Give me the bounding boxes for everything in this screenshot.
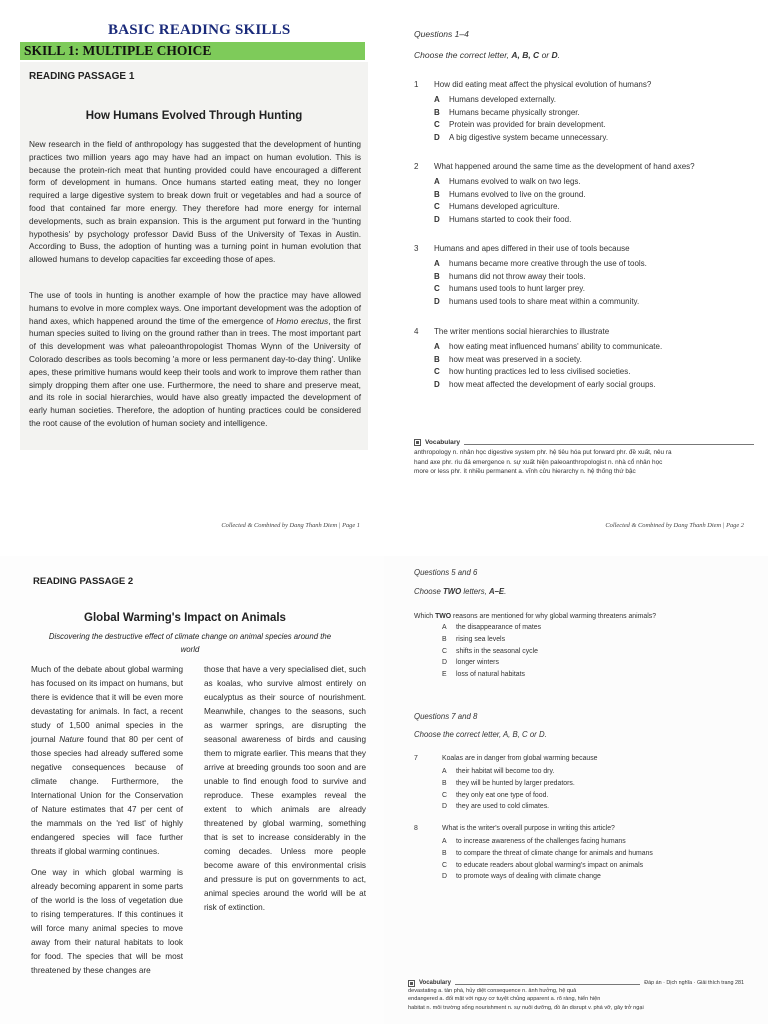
passage-title: How Humans Evolved Through Hunting <box>85 110 303 122</box>
vocabulary-line: habitat n. môi trường sống nourishment n. sự nuôi dưỡng, đồ ăn disrupt v. phá vỡ, gây trở ngại <box>408 1004 644 1011</box>
passage-paragraph: The use of tools in hunting is another example of how the practice may have allowed humans to evolve in more complex ways. One important development was the adoption of hand axes, which happened around the time of the emergence of Homo erectus, the first human species suited to living on the ground rather than in trees. The most important part of this development was what paleoanthropologist Thomas Wynn of the University of Colorado describes as tools becoming 'a more or less permanent day-to-day thing'. Unlike apes, these primitive humans would keep their tools and work to improve them rather than simply dropping them after one use. Furthermore, the need to share and preserve meat, and its role in social hierarchies, would have also greatly impacted the development of early human societies. Therefore, the adoption of hunting practices could be considered the root cause of the evolution of human society and intelligence. <box>29 290 361 428</box>
passage-paragraph: New research in the field of anthropology has suggested that the development of hunting practices two million years ago may have had an impact on human evolution. This is because the protein-rich meat that hunting provided could have encouraged a different form of development in humans. Once humans started eating meat, they no longer required a large digestive system to break down fruit or vegetables and had a source of food that contained far more energy. They therefore had more energy for internal developments, such as brain expansion. This is the argument put forward in the 'hunting hypothesis' by psychology professor David Buss of the University of Texas in Austin. According to Buss, the adoption of hunting was a turning point in human evolution that allowed humans to develop capacities far exceeding those of apes. <box>29 139 361 265</box>
question-stem: The writer mentions social hierarchies to illustrate <box>434 327 610 336</box>
question-number: 8 <box>414 825 418 832</box>
answer-option[interactable]: B humans did not throw away their tools. <box>434 271 586 281</box>
passage-subtitle: Discovering the destructive effect of climate change on animal species around the world <box>48 632 332 654</box>
answer-option[interactable]: A Humans developed externally. <box>434 95 557 104</box>
vocabulary-icon <box>408 980 415 987</box>
vocabulary-line: hand axe phr. rìu đá emergence n. sự xuất hiện paleoanthropologist n. nhà cổ nhân học <box>414 458 663 466</box>
answer-option[interactable]: A humans became more creative through the use of tools. <box>434 259 647 268</box>
question-number: 2 <box>414 162 419 171</box>
page-footer: Collected & Combined by Dang Thanh Diem | Page 1 <box>221 522 360 529</box>
vocabulary-line: more or less phr. ít nhiều permanent a. vĩnh cửu hierarchy n. hệ thống thứ bậc <box>414 468 636 476</box>
questions-header: Questions 7 and 8 <box>414 712 478 721</box>
passage-column-right <box>204 663 366 915</box>
answer-option[interactable]: C to educate readers about global warming's impact on animals <box>442 861 644 869</box>
passage-paragraph: One way in which global warming is already becoming apparent in some parts of the world is the loss of vegetation due to rising temperatures. If this continues it will force many animal species to move away from their natural habitats to look for food. The species that will be most threatened by these changes are <box>31 868 183 975</box>
answer-option[interactable]: D longer winters <box>442 659 499 667</box>
answer-option[interactable]: B they will be hunted by larger predators. <box>442 779 575 787</box>
page-1 <box>0 0 384 540</box>
questions-header: Questions 1–4 <box>414 29 469 39</box>
answer-option[interactable]: C humans used tools to hunt larger prey. <box>434 284 585 294</box>
question-stem: How did eating meat affect the physical evolution of humans? <box>434 80 652 89</box>
skill-heading: SKILL 1: MULTIPLE CHOICE <box>24 43 212 58</box>
question-stem: What happened around the same time as the development of hand axes? <box>434 162 695 171</box>
page-footer: Collected & Combined by Dang Thanh Diem | Page 2 <box>605 522 744 529</box>
questions-header: Questions 5 and 6 <box>414 568 478 577</box>
answer-option[interactable]: A the disappearance of mates <box>442 624 542 631</box>
answer-option[interactable]: C how hunting practices led to less civilised societies. <box>434 367 631 377</box>
vocabulary-box <box>408 979 744 1012</box>
passage-paragraph: Much of the debate about global warming has focused on its impact on humans, but there is evidence that it will be even more devastating for animals. In fact, a recent study of 1,500 animal species in the journal Nature found that 80 per cent of those species had already suffered some negative consequences because of climate change. Furthermore, the International Union for the Conservation of Nature estimates that 47 per cent of the mammals on the 'red list' of highly endangered species will face further threats if global warming continues. <box>31 665 183 856</box>
question-stem: Which TWO reasons are mentioned for why global warming threatens animals? <box>414 613 657 620</box>
question-stem: Koalas are in danger from global warming because <box>442 755 598 762</box>
answer-option[interactable]: B Humans evolved to live on the ground. <box>434 189 586 199</box>
passage-label: READING PASSAGE 1 <box>29 71 135 82</box>
questions-instruction: Choose TWO letters, A–E. <box>414 587 507 596</box>
questions-instruction: Choose the correct letter, A, B, C or D. <box>414 50 560 60</box>
answer-option[interactable]: B to compare the threat of climate change for animals and humans <box>442 849 653 857</box>
answer-option[interactable]: D how meat affected the development of early social groups. <box>434 379 656 389</box>
page-2 <box>384 0 768 540</box>
answer-key-reference: Đáp án · Dịch nghĩa · Giải thích trang 281 <box>644 980 744 986</box>
answer-option[interactable]: B how meat was preserved in a society. <box>434 354 582 364</box>
answer-option[interactable]: D Humans started to cook their food. <box>434 214 572 224</box>
answer-option[interactable]: D they are used to cold climates. <box>442 803 550 811</box>
answer-option[interactable]: B rising sea levels <box>442 635 506 643</box>
answer-option[interactable]: C they only eat one type of food. <box>442 791 549 799</box>
answer-option[interactable]: C shifts in the seasonal cycle <box>442 647 538 655</box>
passage-column-left <box>31 663 183 978</box>
answer-option[interactable]: D A big digestive system became unnecessary. <box>434 132 609 142</box>
page-gap <box>0 540 768 556</box>
answer-option[interactable]: B Humans became physically stronger. <box>434 107 580 117</box>
page-4 <box>384 556 768 1024</box>
document-title: BASIC READING SKILLS <box>108 22 291 38</box>
question-stem: Humans and apes differed in their use of tools because <box>434 244 630 253</box>
question-number: 1 <box>414 80 419 89</box>
question-stem: What is the writer's overall purpose in writing this article? <box>442 825 615 832</box>
vocabulary-title: Vocabulary <box>419 980 451 986</box>
answer-option[interactable]: C Humans developed agriculture. <box>434 202 560 212</box>
vocabulary-line: anthropology n. nhân học digestive system phr. hệ tiêu hóa put forward phr. đề xuất, nêu ra <box>414 448 672 456</box>
vocabulary-line: devastating a. tàn phá, hủy diệt consequence n. ảnh hưởng, hệ quả <box>408 988 577 995</box>
answer-option[interactable]: A Humans evolved to walk on two legs. <box>434 177 581 186</box>
answer-option[interactable]: D to promote ways of dealing with climate change <box>442 873 601 881</box>
answer-option[interactable]: A to increase awareness of the challenges facing humans <box>442 838 626 845</box>
question-number: 7 <box>414 755 418 762</box>
answer-option[interactable]: A their habitat will become too dry. <box>442 768 555 775</box>
answer-option[interactable]: E loss of natural habitats <box>442 671 525 679</box>
answer-option[interactable]: D humans used tools to share meat within a community. <box>434 296 640 306</box>
passage-title: Global Warming's Impact on Animals <box>84 612 286 624</box>
vocabulary-box <box>414 438 754 477</box>
vocabulary-icon <box>414 439 421 446</box>
answer-option[interactable]: C Protein was provided for brain development. <box>434 120 606 130</box>
question-5-6 <box>414 613 754 683</box>
page-3 <box>0 556 384 1024</box>
vocabulary-title: Vocabulary <box>425 439 461 446</box>
question-number: 4 <box>414 327 419 336</box>
questions-instruction: Choose the correct letter, A, B, C or D. <box>414 730 547 739</box>
vocabulary-line: endangered a. đối mặt với nguy cơ tuyệt chủng apparent a. rõ ràng, hiển hiện <box>408 996 601 1003</box>
passage-paragraph: those that have a very specialised diet, such as koalas, who survive almost entirely on eucalyptus as their source of nourishment. Meanwhile, changes to the seasons, such as warmer springs, are disrupting the seasonal awareness of birds and causing them to migrate earlier. This means that they arrive at breeding grounds too soon and are unable to find enough food to survive and reproduce. These examples reveal the extent to which animals are already threatened by global warming, something that is set to increase considerably in the coming decades. Unless more people become aware of this environmental crisis and pressure is put on governments to act, animal species around the world will be at risk of extinction. <box>204 665 366 912</box>
answer-option[interactable]: A how eating meat influenced humans' ability to communicate. <box>434 342 663 351</box>
question-number: 3 <box>414 244 419 253</box>
passage-label: READING PASSAGE 2 <box>33 576 134 587</box>
